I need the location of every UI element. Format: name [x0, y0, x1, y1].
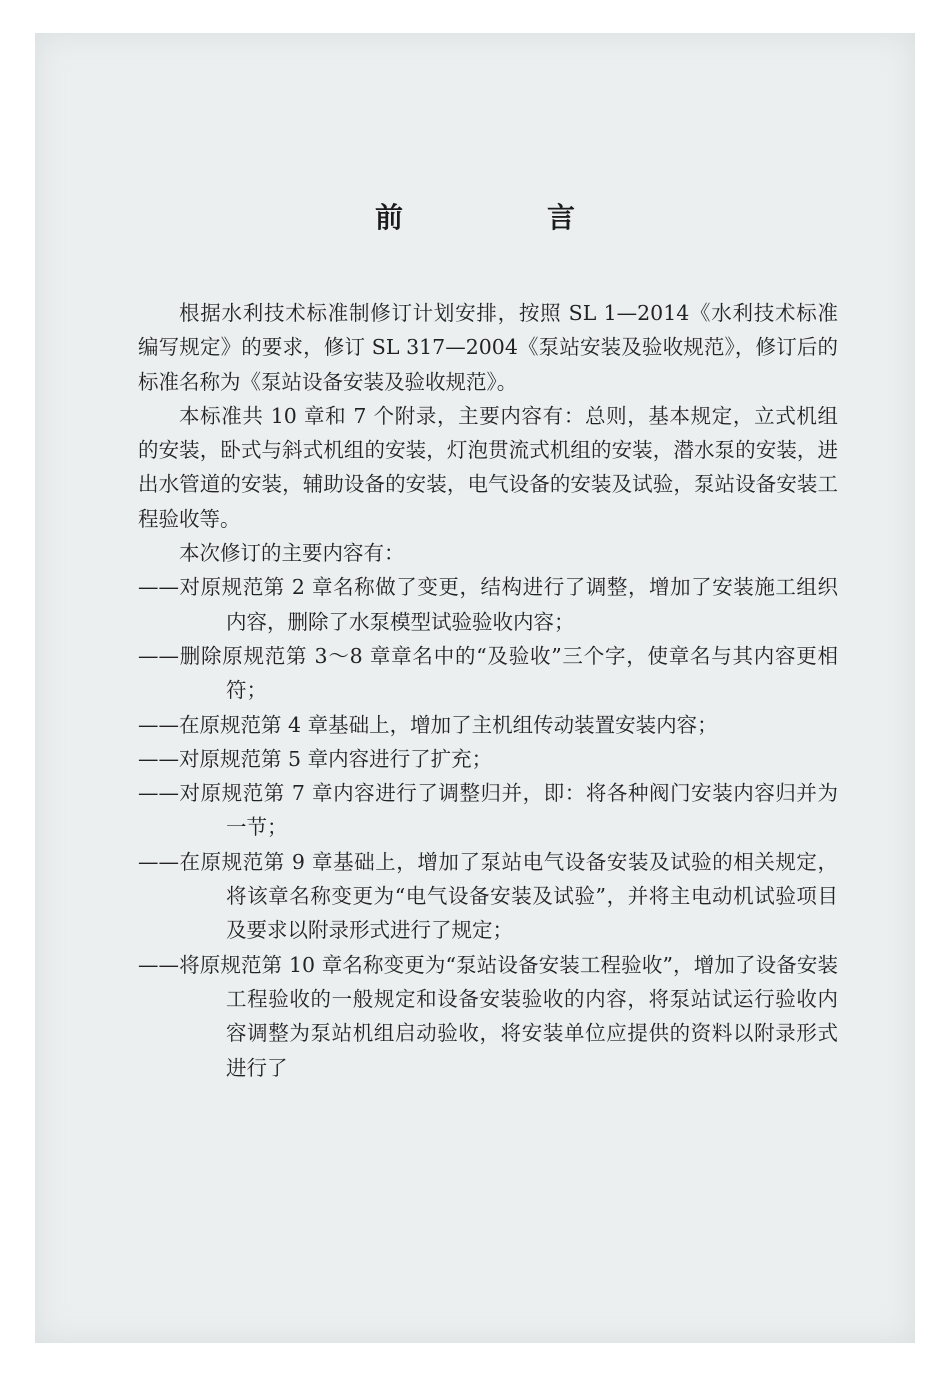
list-item: ——删除原规范第 3～8 章章名中的“及验收”三个字，使章名与其内容更相符； — [138, 643, 838, 703]
list-item: ——在原规范第 9 章基础上，增加了泵站电气设备安装及试验的相关规定，将该章名称变更为“电气设备安装及试验”，并将主电动机试验项目及要求以附录形式进行了规定； — [138, 849, 838, 943]
list-item: ——对原规范第 2 章名称做了变更，结构进行了调整，增加了安装施工组织内容，删除了水泵模型试验验收内容； — [138, 575, 838, 634]
list-item: ——在原规范第 4 章基础上，增加了主机组传动装置安装内容； — [138, 712, 718, 737]
list-item: ——将原规范第 10 章名称变更为“泵站设备安装工程验收”，增加了设备安装工程验收的一般规定和设备安装验收的内容，将泵站试运行验收内容调整为泵站机组启动验收，将安装单位应提供的资料以附录形式进行了 — [138, 952, 838, 1080]
paragraph-contents: 本标准共 10 章和 7 个附录，主要内容有：总则，基本规定，立式机组的安装，卧式与斜式机组的安装，灯泡贯流式机组的安装，潜水泵的安装，进出水管道的安装，辅助设备的安装，电气设备的安装及试验，泵站设备安装工程验收等。 — [138, 403, 838, 531]
page-title: 前 言 — [374, 201, 633, 234]
foreword-body — [138, 296, 838, 1085]
paragraph-revision-basis: 根据水利技术标准制修订计划安排，按照 SL 1—2014《水利技术标准编写规定》的要求，修订 SL 317—2004《泵站安装及验收规范》，修订后的标准名称为《泵站设备安装及验收规范》。 — [138, 301, 838, 394]
list-item: ——对原规范第 5 章内容进行了扩充； — [138, 746, 493, 771]
list-item: ——对原规范第 7 章内容进行了调整归并，即：将各种阀门安装内容归并为一节； — [138, 781, 838, 840]
paragraph-revision-intro: 本次修订的主要内容有： — [179, 541, 405, 566]
